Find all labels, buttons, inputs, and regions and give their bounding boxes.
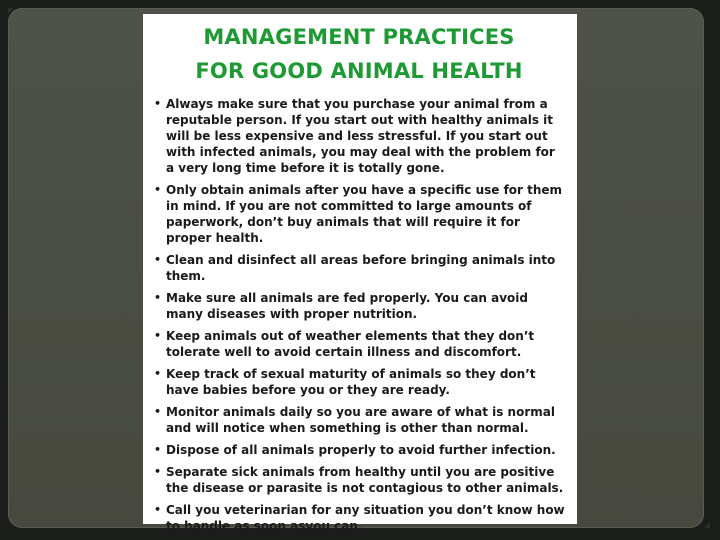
list-item-text: Dispose of all animals properly to avoid further infection. (166, 443, 556, 457)
list-item-text: Call you veterinarian for any situation you don’t know how to handle as soon asyou can. (166, 503, 565, 533)
list-item-text: Keep track of sexual maturity of animals so they don’t have babies before you or they are ready. (166, 367, 536, 397)
list-item-text: Monitor animals daily so you are aware of what is normal and will notice when something is other than normal. (166, 405, 555, 435)
list-item (153, 96, 565, 176)
list-item (153, 442, 565, 458)
list-item (153, 404, 565, 436)
list-item (153, 366, 565, 398)
list-item (153, 464, 565, 496)
bullet-icon: • (154, 367, 162, 380)
list-item (153, 502, 565, 534)
list-item-text: Make sure all animals are fed properly. You can avoid many diseases with proper nutrition. (166, 291, 529, 321)
bullet-icon: • (154, 443, 162, 456)
list-item-text: Always make sure that you purchase your animal from a reputable person. If you start out with healthy animals it will be less expensive and less stressful. If you start out with infected animals, you may deal with the problem for a very long time before it is totally gone. (166, 97, 555, 175)
title-line-1: MANAGEMENT PRACTICES (203, 25, 515, 49)
corner-marker-top-left (8, 8, 14, 14)
corner-marker-bottom-right (704, 522, 710, 528)
bullet-icon: • (154, 97, 162, 110)
bullet-icon: • (154, 465, 162, 478)
list-item (153, 290, 565, 322)
list-item-text: Clean and disinfect all areas before bringing animals into them. (166, 253, 556, 283)
list-item (153, 252, 565, 284)
bullet-icon: • (154, 253, 162, 266)
practice-list (153, 96, 565, 534)
bullet-icon: • (154, 405, 162, 418)
list-item (153, 182, 565, 246)
list-item-text: Only obtain animals after you have a specific use for them in mind. If you are not committed to large amounts of paperwork, don’t buy animals that will require it for proper health. (166, 183, 563, 245)
document-page (143, 14, 577, 533)
list-item-text: Separate sick animals from healthy until you are positive the disease or parasite is not contagious to other animals. (166, 465, 564, 495)
bullet-icon: • (154, 183, 162, 196)
bullet-icon: • (154, 291, 162, 304)
bullet-icon: • (154, 503, 162, 516)
list-item (153, 328, 565, 360)
document-title (153, 20, 565, 88)
title-line-2: FOR GOOD ANIMAL HEALTH (195, 59, 523, 83)
bullet-icon: • (154, 329, 162, 342)
list-item-text: Keep animals out of weather elements that they don’t tolerate well to avoid certain illness and discomfort. (166, 329, 535, 359)
